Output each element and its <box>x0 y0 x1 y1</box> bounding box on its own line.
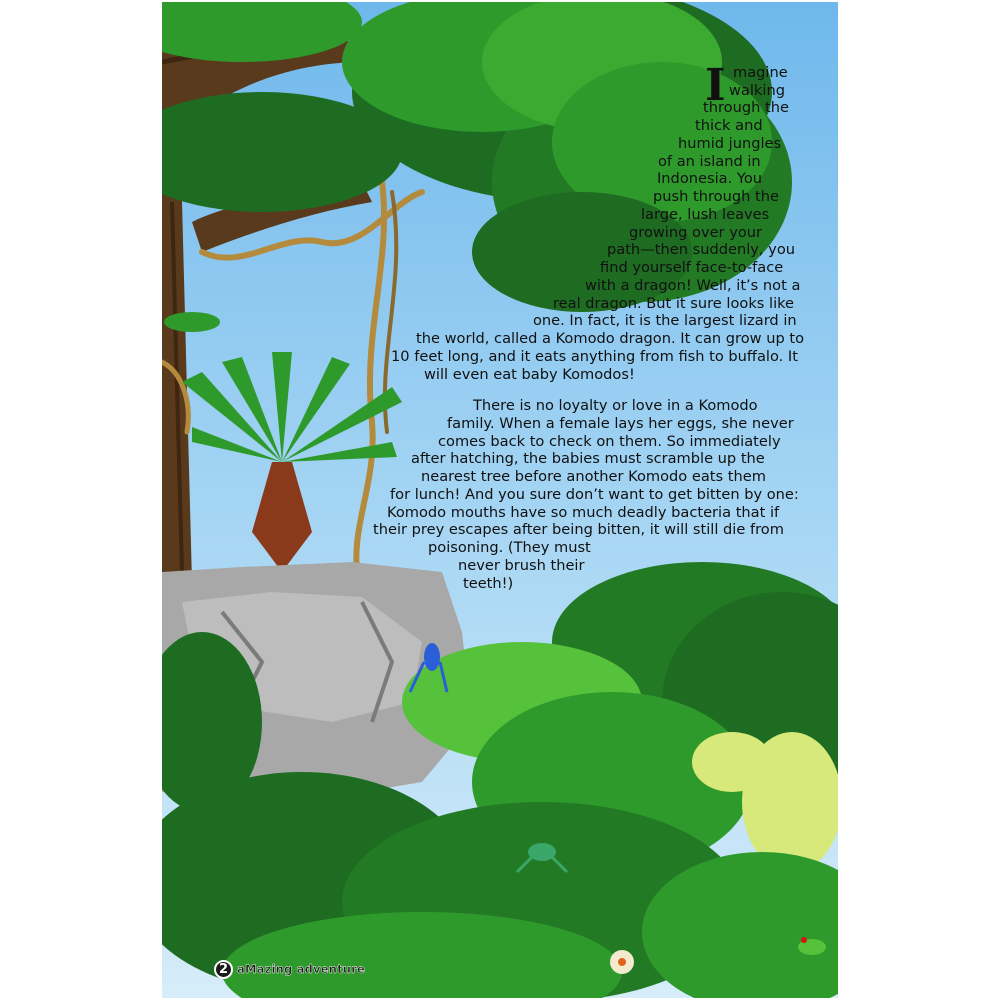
text-line: walking <box>729 82 785 99</box>
text-line: thick and <box>695 117 763 134</box>
text-line: of an island in <box>658 153 761 170</box>
text-line: one. In fact, it is the largest lizard in <box>533 312 797 329</box>
text-line: growing over your <box>629 224 763 241</box>
text-line: magine <box>733 64 788 81</box>
text-line: never brush their <box>458 557 585 574</box>
text-line: will even eat baby Komodos! <box>424 366 635 383</box>
series-title: aMazing adventure <box>237 962 366 976</box>
text-line: for lunch! And you sure don’t want to get bitten by one: <box>390 486 799 503</box>
text-line: push through the <box>653 188 779 205</box>
hibiscus-flower <box>610 950 634 974</box>
text-line: family. When a female lays her eggs, she never <box>447 415 794 432</box>
text-line: real dragon. But it sure looks like <box>553 295 795 312</box>
text-line: nearest tree before another Komodo eats them <box>421 468 766 485</box>
text-line: humid jungles <box>678 135 782 152</box>
text-line: path—then suddenly, you <box>607 241 796 258</box>
text-line: Indonesia. You <box>657 170 763 187</box>
text-line: poisoning. (They must <box>428 539 591 556</box>
text-line: with a dragon! Well, it’s not a <box>585 277 801 294</box>
text-line: their prey escapes after being bitten, it will still die from <box>373 521 784 538</box>
drop-cap: I <box>705 60 726 111</box>
page-number: 2 <box>214 960 233 979</box>
text-line: large, lush leaves <box>641 206 770 223</box>
text-line: 10 feet long, and it eats anything from fish to buffalo. It <box>391 348 798 365</box>
text-line: through the <box>703 99 789 116</box>
text-line: find yourself face-to-face <box>600 259 784 276</box>
text-line: after hatching, the babies must scramble up the <box>411 450 765 467</box>
storybook-page <box>162 2 838 998</box>
text-line: There is no loyalty or love in a Komodo <box>473 397 758 414</box>
text-line: the world, called a Komodo dragon. It can grow up to <box>416 330 805 347</box>
text-line: comes back to check on them. So immediately <box>438 433 781 450</box>
text-line: Komodo mouths have so much deadly bacteria that if <box>387 504 780 521</box>
page-footer <box>214 958 365 980</box>
text-line: teeth!) <box>463 575 514 592</box>
